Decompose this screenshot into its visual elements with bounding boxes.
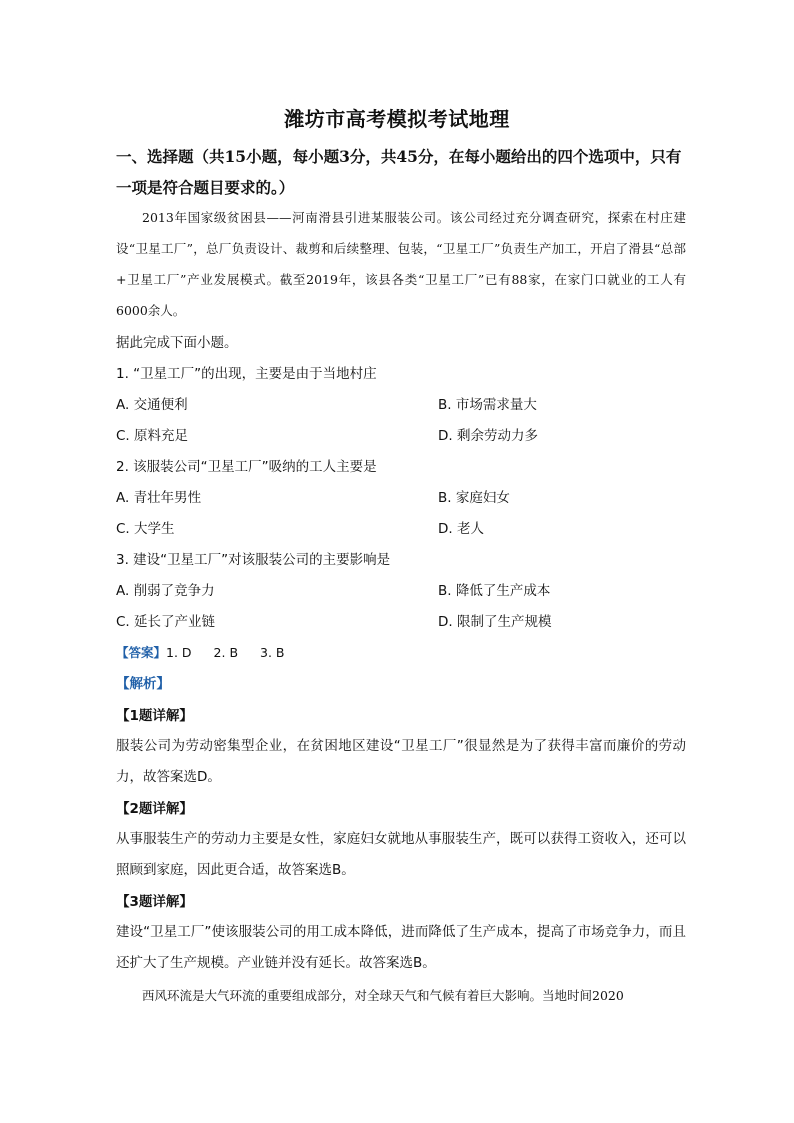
question-1-stem: 1. “卫星工厂”的出现，主要是由于当地村庄	[116, 366, 377, 382]
instruction-text: 据此完成下面小题。	[116, 335, 238, 351]
question-1-option-c: C. 原料充足	[116, 428, 189, 444]
detail-3-text: 建设“卫星工厂”使该服装公司的用工成本降低，进而降低了生产成本，提高了市场竞争力，而且还扩大了生产规模。产业链并没有延长。故答案选B。	[116, 924, 686, 971]
question-3-option-d: D. 限制了生产规模	[438, 614, 552, 630]
detail-2-label: 【2题详解】	[116, 801, 193, 817]
question-3-option-c: C. 延长了产业链	[116, 614, 216, 630]
answer-line	[116, 643, 307, 663]
answer-item: 1. D	[166, 645, 192, 660]
detail-1-label: 【1题详解】	[116, 708, 193, 724]
question-2-option-b: B. 家庭妇女	[438, 490, 510, 506]
question-3-option-b: B. 降低了生产成本	[438, 583, 551, 599]
answer-item: 2. B	[213, 645, 239, 660]
detail-3-label: 【3题详解】	[116, 894, 193, 910]
question-2-option-a: A. 青壮年男性	[116, 490, 202, 506]
answer-item: 3. B	[260, 645, 285, 660]
analysis-line	[116, 674, 170, 694]
question-2-option-c: C. 大学生	[116, 521, 175, 537]
question-3-stem: 3. 建设“卫星工厂”对该服装公司的主要影响是	[116, 552, 391, 568]
section-heading: 一、选择题（共15小题，每小题3分，共45分，在每小题给出的四个选项中，只有一项是符合题目要求的。）	[116, 147, 682, 197]
detail-2-text: 从事服装生产的劳动力主要是女性，家庭妇女就地从事服装生产，既可以获得工资收入，还可以照顾到家庭，因此更合适，故答案选B。	[116, 831, 686, 878]
question-1-option-a: A. 交通便利	[116, 397, 188, 413]
question-2-option-d: D. 老人	[438, 521, 484, 537]
question-3-option-a: A. 削弱了竞争力	[116, 583, 215, 599]
analysis-label: 【解析】	[116, 676, 170, 692]
detail-1-text: 服装公司为劳动密集型企业，在贫困地区建设“卫星工厂”很显然是为了获得丰富而廉价的劳动力，故答案选D。	[116, 738, 686, 785]
page-title: 潍坊市高考模拟考试地理	[284, 107, 510, 131]
passage-2: 西风环流是大气环流的重要组成部分，对全球天气和气候有着巨大影响。当地时间2020	[142, 988, 624, 1003]
answer-label: 【答案】	[116, 645, 167, 660]
question-1-option-b: B. 市场需求量大	[438, 397, 537, 413]
passage-1: 2013年国家级贫困县——河南滑县引进某服装公司。该公司经过充分调查研究，探索在村庄建设“卫星工厂”，总厂负责设计、裁剪和后续整理、包装，“卫星工厂”负责生产加工，开启了滑县“总部+卫星工厂”产业发展模式。截至2019年，该县各类“卫星工厂”已有88家，在家门口就业的工人有6000余人。	[116, 210, 686, 318]
question-1-option-d: D. 剩余劳动力多	[438, 428, 538, 444]
question-2-stem: 2. 该服装公司“卫星工厂”吸纳的工人主要是	[116, 459, 377, 475]
